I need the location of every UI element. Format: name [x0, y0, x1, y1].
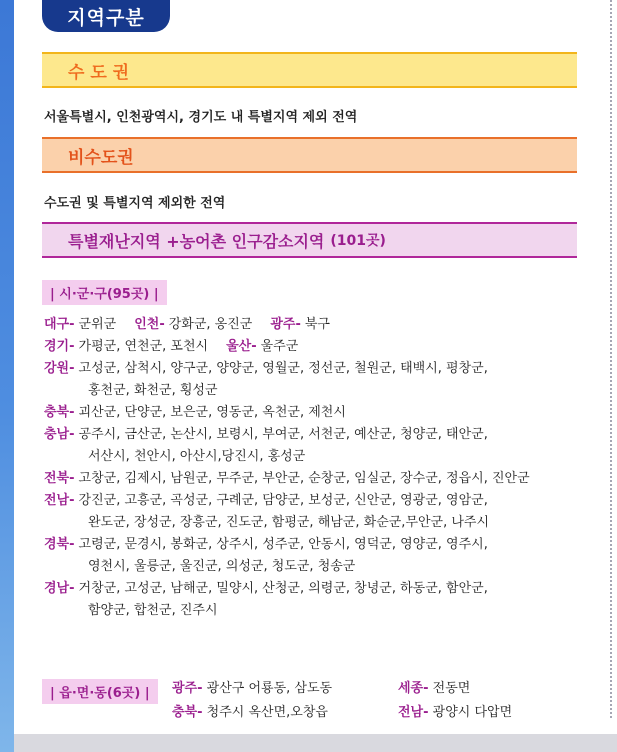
list-item [44, 424, 604, 446]
region-name-chungnam: 충남- [44, 427, 75, 442]
list-item [44, 490, 604, 512]
emd-values-chungbuk: 청주시 옥산면,오창읍 [206, 705, 328, 720]
region-name-gyeonggi: 경기- [44, 339, 75, 354]
region-name-jeonnam: 전남- [44, 493, 75, 508]
page-title: 지역구분 [42, 0, 170, 32]
sigungu-list [44, 314, 604, 622]
list-item [44, 402, 604, 424]
region-values-gyeongbuk-cont: 영천시, 울릉군, 울진군, 의성군, 청도군, 청송군 [88, 559, 356, 574]
region-values-gyeongnam-cont: 함양군, 합천군, 진주시 [88, 603, 218, 618]
capital-area-header [42, 52, 577, 88]
noncapital-area-label: 비수도권 [68, 147, 134, 168]
emd-values-sejong: 전동면 [432, 681, 471, 696]
special-area-count: (101곳) [330, 233, 386, 249]
capital-area-description: 서울특별시, 인천광역시, 경기도 내 특별지역 제외 전역 [44, 110, 358, 125]
emd-values-gwangju: 광산구 어룡동, 삼도동 [206, 681, 333, 696]
emd-item-chungbuk [172, 702, 328, 724]
list-item [44, 380, 604, 402]
region-name-ulsan: 울산- [226, 339, 257, 354]
region-values-daegu: 군위군 [78, 317, 117, 332]
emd-name-sejong: 세종- [398, 681, 429, 696]
emd-item-jeonnam [398, 702, 512, 724]
noncapital-area-description: 수도권 및 특별지역 제외한 전역 [44, 196, 226, 211]
region-values-ulsan: 울주군 [260, 339, 299, 354]
list-item [44, 578, 604, 600]
region-name-jeonbuk: 전북- [44, 471, 75, 486]
capital-area-label: 수 도 권 [68, 62, 130, 83]
region-name-daegu: 대구- [44, 317, 75, 332]
list-item [44, 446, 604, 468]
list-item [44, 512, 604, 534]
emd-tag: | 읍·면·동(6곳) | [42, 679, 158, 704]
emd-item-gwangju [172, 678, 332, 700]
special-area-header [42, 222, 577, 258]
list-item [44, 556, 604, 578]
emd-name-jeonnam: 전남- [398, 705, 429, 720]
emd-name-gwangju: 광주- [172, 681, 203, 696]
list-item [44, 600, 604, 622]
noncapital-area-header [42, 137, 577, 173]
bottom-band [14, 734, 617, 752]
region-values-gwangju: 북구 [304, 317, 330, 332]
region-name-gyeongnam: 경남- [44, 581, 75, 596]
emd-values-jeonnam: 광양시 다압면 [432, 705, 513, 720]
left-accent-strip [0, 0, 14, 752]
emd-item-sejong [398, 678, 470, 700]
region-values-chungbuk: 괴산군, 단양군, 보은군, 영동군, 옥천군, 제천시 [78, 405, 346, 420]
region-values-jeonnam: 강진군, 고흥군, 곡성군, 구례군, 담양군, 보성군, 신안군, 영광군, 영암군, [78, 493, 488, 508]
region-values-incheon: 강화군, 옹진군 [168, 317, 253, 332]
region-values-jeonnam-cont: 완도군, 장성군, 장흥군, 진도군, 함평군, 해남군, 화순군,무안군, 나주시 [88, 515, 490, 530]
list-item [44, 534, 604, 556]
sigungu-tag: | 시·군·구(95곳) | [42, 280, 167, 305]
dotted-divider [610, 0, 612, 718]
region-name-incheon: 인천- [134, 317, 165, 332]
list-item [44, 358, 604, 380]
region-values-jeonbuk: 고창군, 김제시, 남원군, 무주군, 부안군, 순창군, 임실군, 장수군, 정읍시, 진안군 [78, 471, 530, 486]
region-values-chungnam: 공주시, 금산군, 논산시, 보령시, 부여군, 서천군, 예산군, 청양군, 태안군, [78, 427, 488, 442]
region-values-gyeongnam: 거창군, 고성군, 남해군, 밀양시, 산청군, 의령군, 창녕군, 하동군, 함안군, [78, 581, 488, 596]
list-item [44, 314, 604, 336]
region-values-gangwon-cont: 홍천군, 화천군, 횡성군 [88, 383, 218, 398]
region-values-chungnam-cont: 서산시, 천안시, 아산시,당진시, 홍성군 [88, 449, 306, 464]
region-name-gangwon: 강원- [44, 361, 75, 376]
list-item [44, 336, 604, 358]
special-area-label: 특별재난지역 +농어촌 인구감소지역 [68, 231, 325, 251]
list-item [44, 468, 604, 490]
region-values-gyeongbuk: 고령군, 문경시, 봉화군, 상주시, 성주군, 안동시, 영덕군, 영양군, 영주시, [78, 537, 488, 552]
region-name-gwangju: 광주- [270, 317, 301, 332]
region-name-gyeongbuk: 경북- [44, 537, 75, 552]
region-values-gyeonggi: 가평군, 연천군, 포천시 [78, 339, 209, 354]
region-values-gangwon: 고성군, 삼척시, 양구군, 양양군, 영월군, 정선군, 철원군, 태백시, 평창군, [78, 361, 488, 376]
region-name-chungbuk: 충북- [44, 405, 75, 420]
emd-name-chungbuk: 충북- [172, 705, 203, 720]
